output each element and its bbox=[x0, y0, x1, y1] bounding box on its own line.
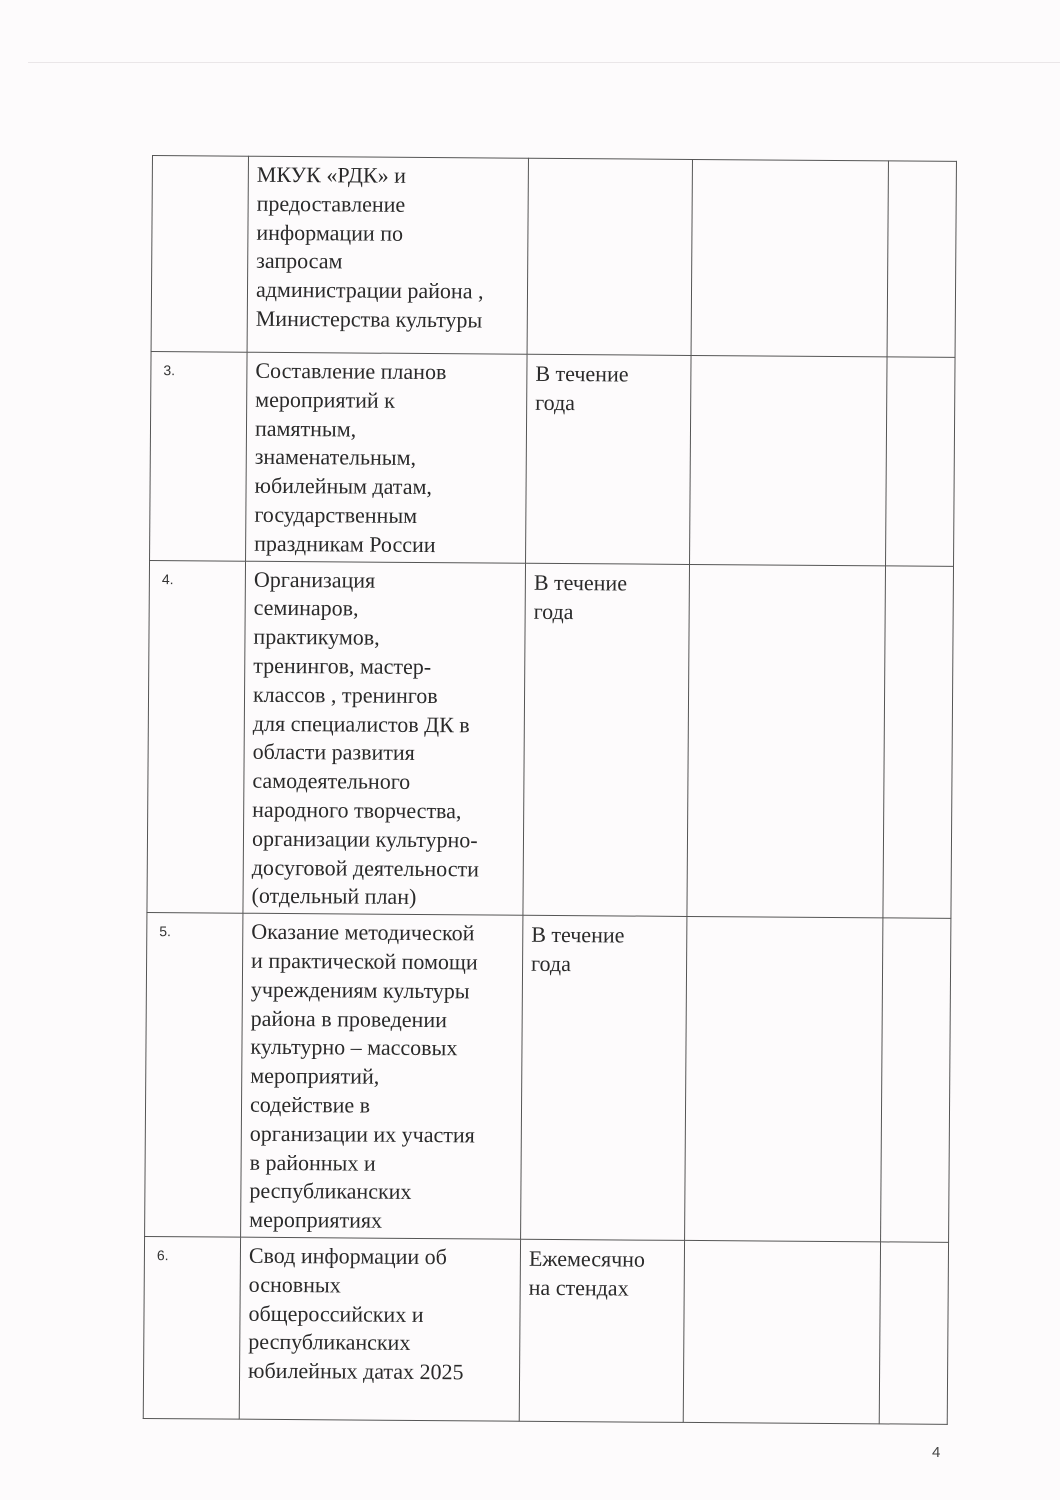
note-text bbox=[883, 919, 950, 925]
activity-text: Свод информации об основных общероссийских и республиканских юбилейных датах 2025 bbox=[248, 1242, 464, 1385]
table-row bbox=[143, 1236, 948, 1424]
responsible-cell bbox=[691, 159, 888, 356]
row-number-cell bbox=[143, 1236, 240, 1419]
term-cell bbox=[523, 563, 690, 917]
term-text: В течение года bbox=[535, 360, 629, 416]
row-number-cell bbox=[145, 913, 243, 1237]
responsible-cell bbox=[685, 917, 883, 1242]
row-number bbox=[153, 156, 248, 167]
event-plan-table bbox=[143, 155, 957, 1425]
activity-text: Оказание методической и практической помощи учреждениям культуры района в проведении культурно – массовых мероприятий, содействие в организации их участия в районных и республиканских мероприятиях bbox=[249, 918, 478, 1233]
activity-cell bbox=[247, 156, 528, 354]
note-text bbox=[887, 357, 954, 363]
activity-cell bbox=[246, 352, 528, 563]
row-number: 3. bbox=[163, 362, 176, 379]
note-cell bbox=[886, 357, 956, 566]
responsible-text bbox=[691, 356, 886, 363]
term-text: В течение года bbox=[530, 921, 625, 977]
table-row bbox=[145, 913, 951, 1243]
activity-text: МКУК «РДК» и предоставление информации по запросам администрации района , Министерства культуры bbox=[255, 161, 484, 333]
term-text: Ежемесячно на стендах bbox=[528, 1245, 646, 1301]
note-cell bbox=[887, 161, 956, 357]
responsible-cell bbox=[690, 355, 888, 565]
responsible-text bbox=[685, 1241, 880, 1248]
page-number: 4 bbox=[932, 1444, 941, 1461]
note-cell bbox=[883, 565, 954, 918]
activity-cell bbox=[239, 1237, 520, 1421]
note-text bbox=[881, 1242, 948, 1248]
term-cell bbox=[526, 354, 692, 564]
note-text bbox=[889, 161, 956, 167]
responsible-cell bbox=[687, 564, 886, 918]
responsible-text bbox=[693, 160, 888, 167]
activity-text: Составление планов мероприятий к памятным, знаменательным, юбилейным датам, государственным праздникам России bbox=[254, 357, 447, 557]
page-edge-line bbox=[28, 62, 1060, 63]
note-cell bbox=[881, 918, 951, 1242]
activity-text: Организация семинаров, практикумов, тренингов, мастер- классов , тренингов для специалистов ДК в области развития самодеятельного народного творчества, организации культурно- досуговой деятельности (отдельный план) bbox=[251, 566, 480, 910]
note-cell bbox=[879, 1242, 948, 1424]
row-number-cell bbox=[151, 156, 248, 353]
table-row bbox=[151, 156, 956, 358]
responsible-text bbox=[687, 917, 882, 924]
activity-cell bbox=[241, 913, 523, 1239]
activity-cell bbox=[243, 561, 526, 916]
responsible-text bbox=[690, 565, 885, 572]
row-number: 6. bbox=[156, 1246, 169, 1264]
table-row bbox=[150, 351, 956, 565]
term-cell bbox=[519, 1239, 684, 1422]
term-cell bbox=[527, 158, 692, 355]
table-row bbox=[147, 560, 954, 918]
row-number-cell bbox=[147, 560, 246, 913]
term-cell bbox=[521, 915, 687, 1240]
note-text bbox=[886, 566, 953, 572]
term-text: В течение года bbox=[533, 569, 628, 624]
row-number-cell bbox=[150, 351, 248, 560]
term-text bbox=[529, 159, 692, 166]
row-number: 4. bbox=[161, 570, 174, 587]
responsible-cell bbox=[683, 1240, 880, 1423]
row-number: 5. bbox=[159, 923, 172, 940]
